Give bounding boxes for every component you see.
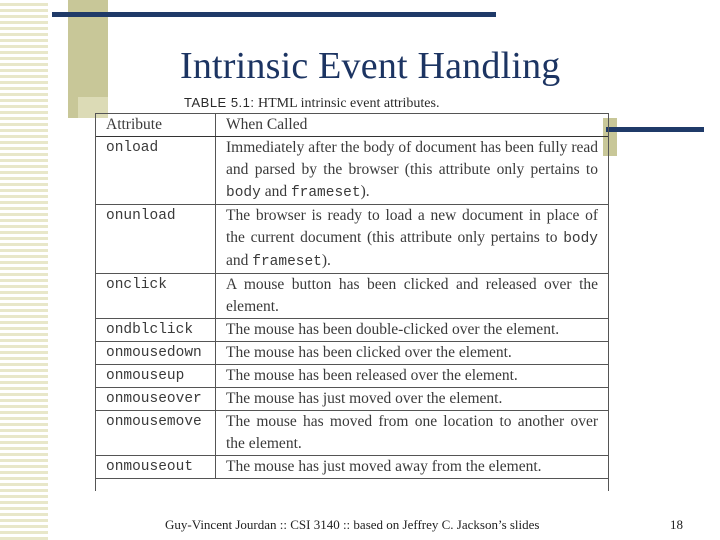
- description-cell: The mouse has been released over the element.: [216, 365, 609, 388]
- table-row: [96, 137, 608, 205]
- code-frameset: frameset: [290, 185, 361, 201]
- description-cell: The mouse has just moved away from the element.: [216, 456, 609, 479]
- code-body: body: [563, 231, 598, 247]
- description-cell: The mouse has been clicked over the element.: [216, 342, 609, 365]
- table-row: [96, 456, 608, 479]
- attribute-cell: onmousedown: [96, 342, 216, 365]
- attribute-cell: onunload: [96, 205, 216, 274]
- table-row: [96, 365, 608, 388]
- table-row: [96, 205, 608, 274]
- event-attributes-table: [95, 113, 609, 491]
- attribute-cell: ondblclick: [96, 319, 216, 342]
- header-when-called: When Called: [216, 114, 609, 137]
- table-caption: [184, 95, 439, 112]
- description-cell: The mouse has just moved over the element.: [216, 388, 609, 411]
- attribute-cell: onload: [96, 137, 216, 205]
- code-body: body: [226, 185, 261, 201]
- code-frameset: frameset: [252, 254, 322, 270]
- attribute-cell: onmouseup: [96, 365, 216, 388]
- slide-title: Intrinsic Event Handling: [180, 45, 561, 87]
- page-number: 18: [670, 517, 683, 532]
- attribute-cell: onmouseout: [96, 456, 216, 479]
- decorative-right-line: [606, 127, 704, 132]
- table-row: [96, 319, 608, 342]
- table-row: [96, 411, 608, 456]
- caption-label: TABLE 5.1:: [184, 95, 255, 110]
- attribute-cell: onclick: [96, 274, 216, 319]
- description-cell: The mouse has moved from one location to another over the element.: [216, 411, 609, 456]
- description-cell: The browser is ready to load a new document in place of the current document (this attribute only pertains to body and frameset).: [216, 205, 609, 274]
- description-cell: Immediately after the body of document has been fully read and parsed by the browser (this attribute only pertains to body and frameset).: [216, 137, 609, 205]
- decorative-top-line: [52, 12, 496, 17]
- table-row: [96, 274, 608, 319]
- attribute-cell: onmousemove: [96, 411, 216, 456]
- caption-text: HTML intrinsic event attributes.: [258, 96, 440, 111]
- description-cell: A mouse button has been clicked and released over the element.: [216, 274, 609, 319]
- header-attribute: Attribute: [96, 114, 216, 137]
- slide-footer: Guy-Vincent Jourdan :: CSI 3140 :: based on Jeffrey C. Jackson’s slides: [165, 517, 540, 532]
- description-cell: The mouse has been double-clicked over the element.: [216, 319, 609, 342]
- attribute-cell: onmouseover: [96, 388, 216, 411]
- decorative-stripes: [0, 0, 48, 540]
- table-row: [96, 388, 608, 411]
- table-row: [96, 342, 608, 365]
